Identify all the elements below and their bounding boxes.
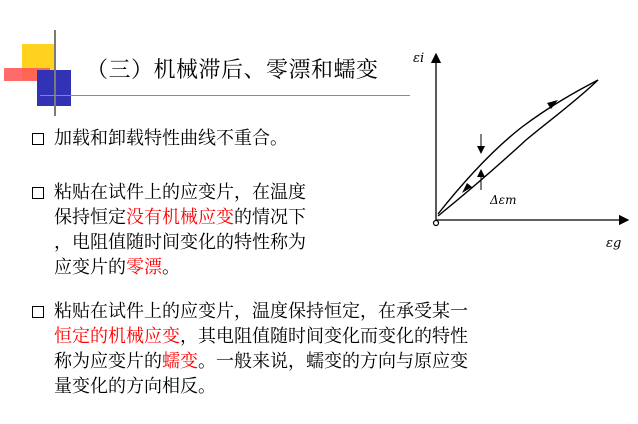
hysteresis-graph bbox=[410, 40, 632, 255]
bullet-zero-drift bbox=[32, 180, 306, 280]
bullet-line bbox=[54, 255, 306, 280]
bullet-text bbox=[32, 299, 468, 399]
highlight-segment: 零漂 bbox=[126, 257, 162, 278]
x-axis-label: εg bbox=[606, 236, 622, 251]
bullet-line bbox=[54, 324, 468, 349]
text-segment: ，电阻值随时间变化的特性称为 bbox=[54, 232, 306, 253]
text-segment: 加载和卸载特性曲线不重合。 bbox=[54, 128, 288, 149]
y-axis-label: εi bbox=[413, 51, 425, 66]
decor-vertical-line bbox=[54, 30, 56, 116]
bullet-line bbox=[54, 299, 468, 324]
text-segment: 称为应变片的 bbox=[54, 351, 162, 372]
loading-arrow-icon bbox=[547, 100, 558, 109]
bullet-box-icon bbox=[32, 133, 44, 145]
bullet-line bbox=[54, 205, 306, 230]
unloading-curve bbox=[438, 80, 598, 216]
text-segment: 粘贴在试件上的应变片，在温度 bbox=[54, 182, 306, 203]
text-segment: 应变片的 bbox=[54, 257, 126, 278]
bullet-hysteresis bbox=[32, 126, 288, 151]
bullet-line bbox=[54, 180, 306, 205]
bullet-creep bbox=[32, 299, 468, 399]
bullet-box-icon bbox=[32, 306, 44, 318]
text-segment: 量变化的方向相反。 bbox=[54, 376, 216, 397]
bullet-text bbox=[32, 126, 288, 151]
origin-marker bbox=[434, 221, 439, 226]
text-segment: 保持恒定 bbox=[54, 207, 126, 228]
slide-title: （三）机械滞后、零漂和蠕变 bbox=[86, 58, 379, 83]
highlight-segment: 蠕变 bbox=[162, 351, 198, 372]
bullet-box-icon bbox=[32, 187, 44, 199]
highlight-segment: 恒定的机械应变 bbox=[54, 326, 180, 347]
title-underline bbox=[40, 95, 410, 96]
text-segment: ，其电阻值随时间变化而变化的特性 bbox=[180, 326, 468, 347]
bullet-text bbox=[32, 180, 306, 280]
bullet-line bbox=[54, 374, 468, 399]
delta-label: Δεm bbox=[490, 193, 517, 207]
text-segment: 。一般来说，蠕变的方向与原应变 bbox=[198, 351, 468, 372]
bullet-line bbox=[54, 126, 288, 151]
bullet-line bbox=[54, 230, 306, 255]
bullet-line bbox=[54, 349, 468, 374]
text-segment: 的情况下 bbox=[234, 207, 306, 228]
highlight-segment: 没有机械应变 bbox=[126, 207, 234, 228]
text-segment: 粘贴在试件上的应变片，温度保持恒定，在承受某一 bbox=[54, 301, 468, 322]
text-segment: 。 bbox=[162, 257, 180, 278]
